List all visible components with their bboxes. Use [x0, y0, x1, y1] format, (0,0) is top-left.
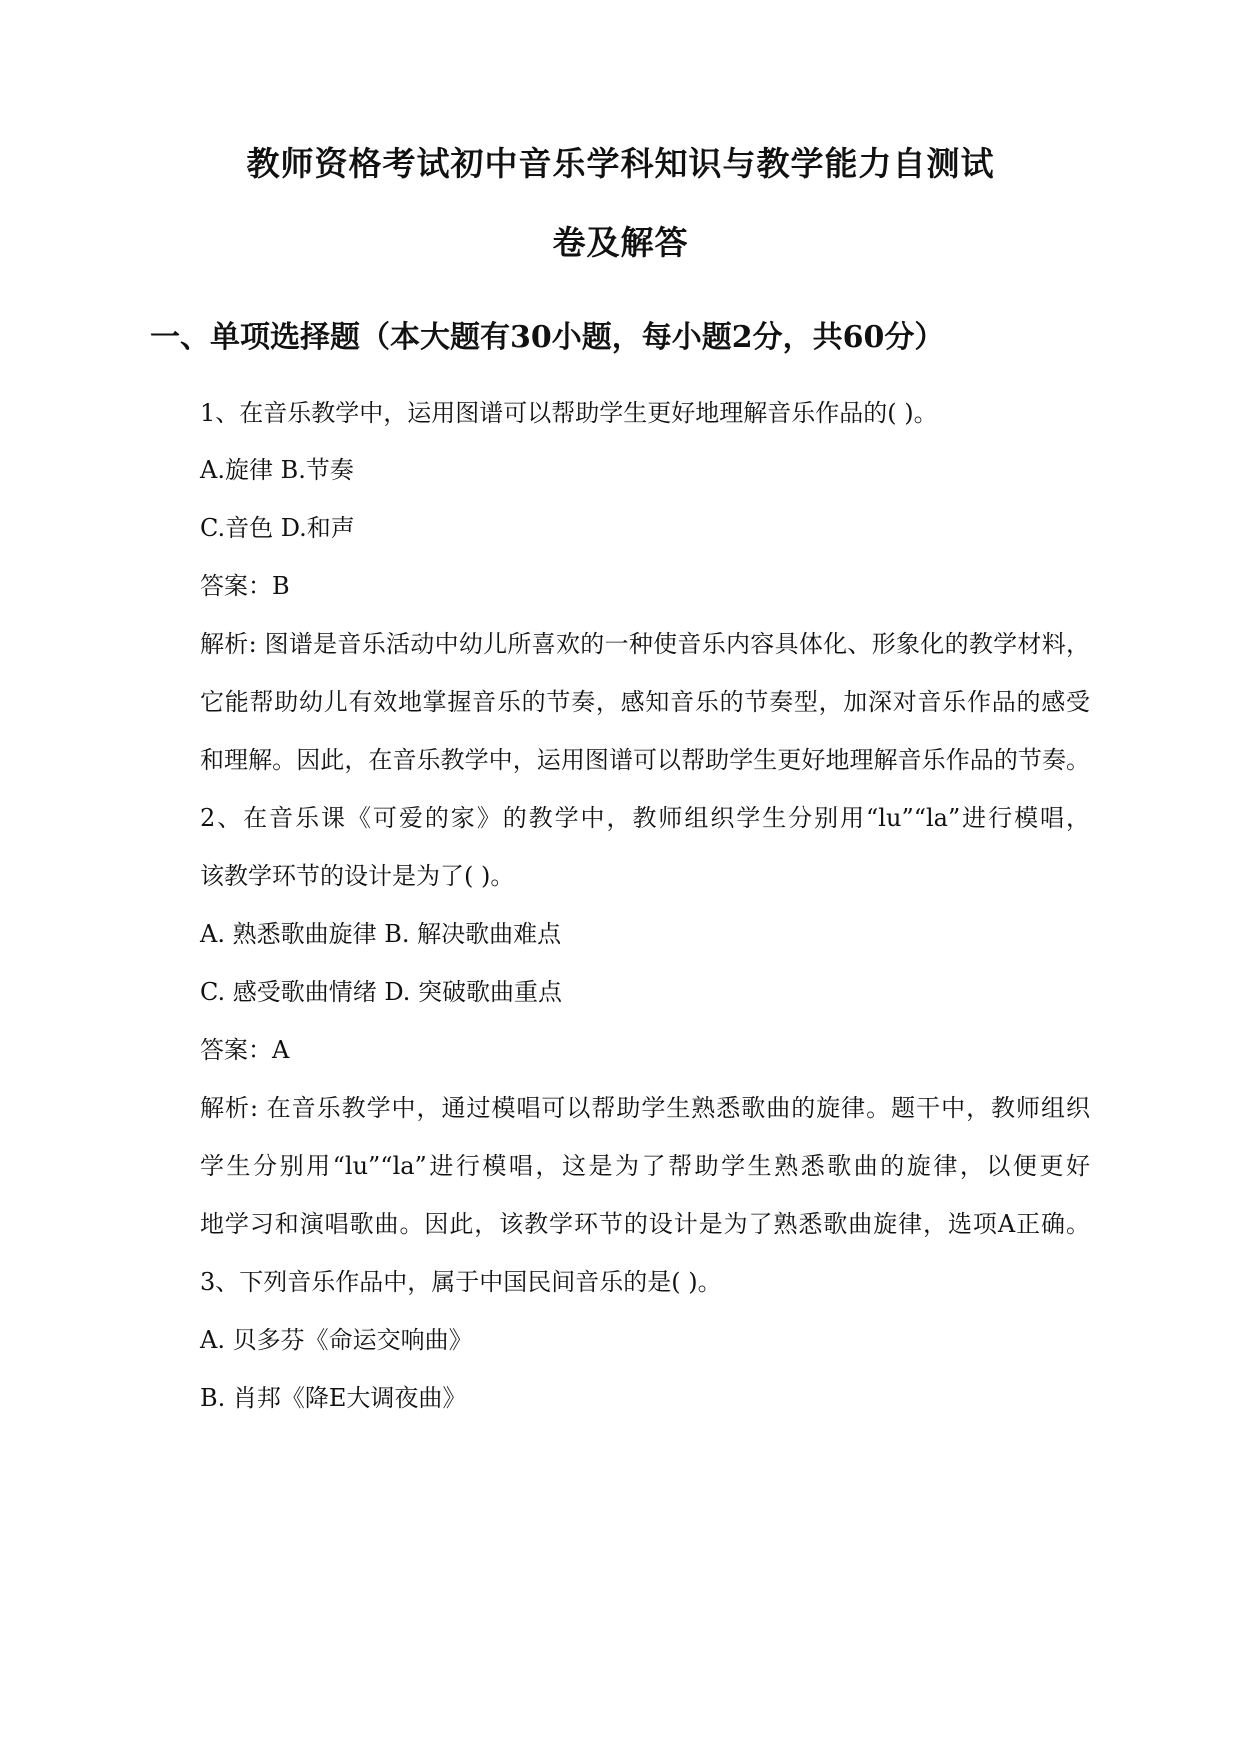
question-1-options-ab: A.旋律 B.节奏: [200, 456, 354, 484]
document-title-line-1: 教师资格考试初中音乐学科知识与教学能力自测试: [246, 144, 995, 183]
question-2-answer: 答案：A: [200, 1036, 290, 1064]
question-1-analysis-line-1: 解析: 图谱是音乐活动中幼儿所喜欢的一种使音乐内容具体化、形象化的教学材料，: [200, 630, 1090, 658]
question-2-stem-line-1: 2、在音乐课《可爱的家》的教学中，教师组织学生分别用“lu”“la”进行模唱，: [200, 804, 1090, 832]
question-1-answer: 答案：B: [200, 572, 290, 600]
question-1-stem: 1、在音乐教学中，运用图谱可以帮助学生更好地理解音乐作品的( )。: [200, 399, 938, 427]
document-title-line-2: 卷及解答: [552, 223, 689, 262]
question-2-stem-line-2: 该教学环节的设计是为了( )。: [200, 862, 515, 890]
question-3-option-b: B. 肖邦《降E大调夜曲》: [200, 1384, 467, 1412]
question-3-option-a: A. 贝多芬《命运交响曲》: [200, 1326, 473, 1354]
question-2-options-ab: A. 熟悉歌曲旋律 B. 解决歌曲难点: [200, 920, 562, 948]
question-2-analysis-line-3: 地学习和演唱歌曲。因此，该教学环节的设计是为了熟悉歌曲旋律，选项A正确。: [200, 1210, 1090, 1238]
question-2-analysis-line-1: 解析: 在音乐教学中，通过模唱可以帮助学生熟悉歌曲的旋律。题干中，教师组织: [200, 1094, 1090, 1122]
section-heading: 一、单项选择题（本大题有30小题，每小题2分，共60分）: [150, 320, 945, 355]
question-1-options-cd: C.音色 D.和声: [200, 514, 355, 542]
question-3-stem: 3、下列音乐作品中，属于中国民间音乐的是( )。: [200, 1268, 722, 1296]
question-2-options-cd: C. 感受歌曲情绪 D. 突破歌曲重点: [200, 978, 563, 1006]
question-2-analysis-line-2: 学生分别用“lu”“la”进行模唱，这是为了帮助学生熟悉歌曲的旋律，以便更好: [200, 1152, 1090, 1180]
question-1-analysis-line-3: 和理解。因此，在音乐教学中，运用图谱可以帮助学生更好地理解音乐作品的节奏。: [200, 746, 1090, 774]
question-1-analysis-line-2: 它能帮助幼儿有效地掌握音乐的节奏，感知音乐的节奏型，加深对音乐作品的感受: [200, 688, 1090, 716]
